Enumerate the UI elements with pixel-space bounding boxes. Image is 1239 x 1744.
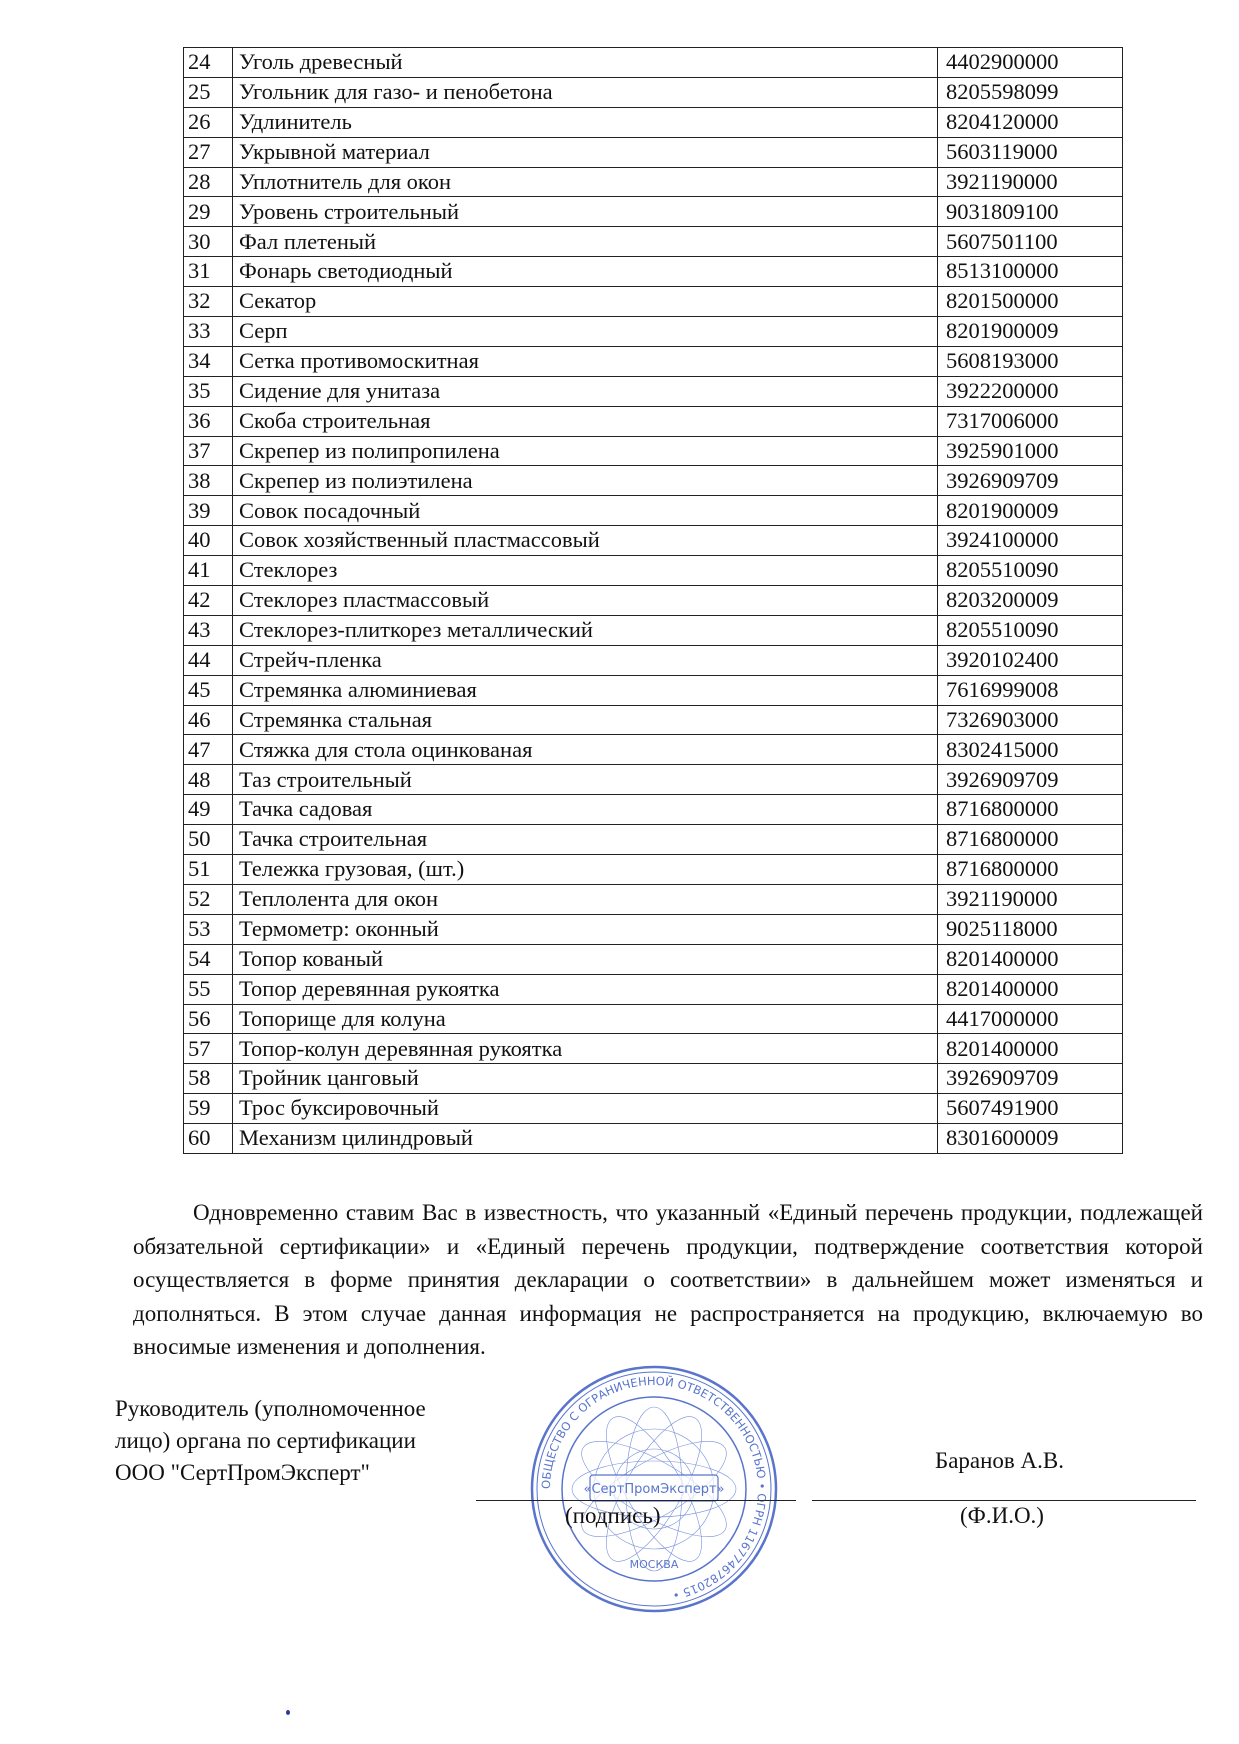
table-row xyxy=(184,765,1123,795)
product-name: Тачка строительная xyxy=(233,825,938,855)
hs-code: 3926909709 xyxy=(938,765,1123,795)
table-row xyxy=(184,227,1123,257)
row-number: 35 xyxy=(184,376,233,406)
hs-code: 8201400000 xyxy=(938,944,1123,974)
hs-code: 8205510090 xyxy=(938,556,1123,586)
row-number: 43 xyxy=(184,615,233,645)
table-row xyxy=(184,586,1123,616)
product-name: Сетка противомоскитная xyxy=(233,346,938,376)
product-name: Трос буксировочный xyxy=(233,1094,938,1124)
hs-code: 3925901000 xyxy=(938,436,1123,466)
full-name-line xyxy=(812,1500,1196,1501)
row-number: 37 xyxy=(184,436,233,466)
row-number: 55 xyxy=(184,974,233,1004)
table-row xyxy=(184,825,1123,855)
product-name: Скрепер из полиэтилена xyxy=(233,466,938,496)
product-name: Скрепер из полипропилена xyxy=(233,436,938,466)
signatory-role: Руководитель (уполномоченное лицо) органа по сертификации ООО "СертПромЭксперт" xyxy=(115,1396,426,1485)
row-number: 46 xyxy=(184,705,233,735)
hs-code: 5607491900 xyxy=(938,1094,1123,1124)
hs-code: 8201900009 xyxy=(938,496,1123,526)
table-row xyxy=(184,107,1123,137)
table-row xyxy=(184,974,1123,1004)
table-row xyxy=(184,167,1123,197)
row-number: 58 xyxy=(184,1064,233,1094)
row-number: 39 xyxy=(184,496,233,526)
table-row xyxy=(184,914,1123,944)
row-number: 25 xyxy=(184,77,233,107)
stamp-city: МОСКВА xyxy=(629,1558,679,1571)
row-number: 51 xyxy=(184,855,233,885)
hs-code: 8203200009 xyxy=(938,586,1123,616)
ink-speck xyxy=(286,1710,290,1715)
table-row xyxy=(184,675,1123,705)
row-number: 27 xyxy=(184,137,233,167)
product-name: Уплотнитель для окон xyxy=(233,167,938,197)
table-row xyxy=(184,317,1123,347)
stamp-ring-text: ОБЩЕСТВО С ОГРАНИЧЕННОЙ ОТВЕТСТВЕННОСТЬЮ • ОГРН 1167746782015 • xyxy=(538,1373,770,1603)
row-number: 60 xyxy=(184,1124,233,1154)
product-name: Топор кованый xyxy=(233,944,938,974)
table-row xyxy=(184,346,1123,376)
product-name: Тележка грузовая, (шт.) xyxy=(233,855,938,885)
hs-code: 7616999008 xyxy=(938,675,1123,705)
table-row xyxy=(184,376,1123,406)
row-number: 48 xyxy=(184,765,233,795)
table-row xyxy=(184,556,1123,586)
row-number: 36 xyxy=(184,406,233,436)
row-number: 47 xyxy=(184,735,233,765)
row-number: 33 xyxy=(184,317,233,347)
hs-code: 9031809100 xyxy=(938,197,1123,227)
row-number: 28 xyxy=(184,167,233,197)
products-table-body xyxy=(184,48,1123,1154)
table-row xyxy=(184,705,1123,735)
signature-line xyxy=(476,1500,796,1501)
hs-code: 4417000000 xyxy=(938,1004,1123,1034)
row-number: 54 xyxy=(184,944,233,974)
product-name: Топор-колун деревянная рукоятка xyxy=(233,1034,938,1064)
products-table xyxy=(183,47,1123,1154)
row-number: 53 xyxy=(184,914,233,944)
row-number: 34 xyxy=(184,346,233,376)
hs-code: 8301600009 xyxy=(938,1124,1123,1154)
product-name: Скоба строительная xyxy=(233,406,938,436)
row-number: 44 xyxy=(184,645,233,675)
table-row xyxy=(184,466,1123,496)
row-number: 38 xyxy=(184,466,233,496)
hs-code: 4402900000 xyxy=(938,48,1123,78)
product-name: Механизм цилиндровый xyxy=(233,1124,938,1154)
product-name: Уголь древесный xyxy=(233,48,938,78)
row-number: 40 xyxy=(184,526,233,556)
row-number: 52 xyxy=(184,884,233,914)
row-number: 45 xyxy=(184,675,233,705)
product-name: Тройник цанговый xyxy=(233,1064,938,1094)
full-name-caption: (Ф.И.О.) xyxy=(960,1503,1044,1528)
product-name: Секатор xyxy=(233,287,938,317)
table-row xyxy=(184,287,1123,317)
product-name: Стеклорез-плиткорез металлический xyxy=(233,615,938,645)
hs-code: 8201500000 xyxy=(938,287,1123,317)
hs-code: 8513100000 xyxy=(938,257,1123,287)
row-number: 32 xyxy=(184,287,233,317)
product-name: Сидение для унитаза xyxy=(233,376,938,406)
table-row xyxy=(184,795,1123,825)
hs-code: 3924100000 xyxy=(938,526,1123,556)
product-name: Стремянка алюминиевая xyxy=(233,675,938,705)
row-number: 24 xyxy=(184,48,233,78)
hs-code: 8302415000 xyxy=(938,735,1123,765)
product-name: Угольник для газо- и пенобетона xyxy=(233,77,938,107)
row-number: 56 xyxy=(184,1004,233,1034)
hs-code: 3921190000 xyxy=(938,884,1123,914)
table-row xyxy=(184,257,1123,287)
row-number: 26 xyxy=(184,107,233,137)
row-number: 30 xyxy=(184,227,233,257)
hs-code: 8205510090 xyxy=(938,615,1123,645)
hs-code: 3920102400 xyxy=(938,645,1123,675)
product-name: Уровень строительный xyxy=(233,197,938,227)
product-name: Совок хозяйственный пластмассовый xyxy=(233,526,938,556)
product-name: Удлинитель xyxy=(233,107,938,137)
table-row xyxy=(184,1004,1123,1034)
hs-code: 7317006000 xyxy=(938,406,1123,436)
hs-code: 8201900009 xyxy=(938,317,1123,347)
hs-code: 8204120000 xyxy=(938,107,1123,137)
table-row xyxy=(184,884,1123,914)
product-name: Фал плетеный xyxy=(233,227,938,257)
product-name: Совок посадочный xyxy=(233,496,938,526)
product-name: Стремянка стальная xyxy=(233,705,938,735)
hs-code: 9025118000 xyxy=(938,914,1123,944)
product-name: Теплолента для окон xyxy=(233,884,938,914)
table-row xyxy=(184,735,1123,765)
table-row xyxy=(184,1094,1123,1124)
product-name: Стрейч-пленка xyxy=(233,645,938,675)
product-name: Укрывной материал xyxy=(233,137,938,167)
hs-code: 5607501100 xyxy=(938,227,1123,257)
product-name: Серп xyxy=(233,317,938,347)
row-number: 50 xyxy=(184,825,233,855)
product-name: Стяжка для стола оцинкованая xyxy=(233,735,938,765)
product-name: Термометр: оконный xyxy=(233,914,938,944)
hs-code: 3922200000 xyxy=(938,376,1123,406)
product-name: Тачка садовая xyxy=(233,795,938,825)
hs-code: 8716800000 xyxy=(938,855,1123,885)
row-number: 42 xyxy=(184,586,233,616)
hs-code: 8716800000 xyxy=(938,795,1123,825)
hs-code: 7326903000 xyxy=(938,705,1123,735)
table-row xyxy=(184,615,1123,645)
hs-code: 5608193000 xyxy=(938,346,1123,376)
hs-code: 5603119000 xyxy=(938,137,1123,167)
row-number: 31 xyxy=(184,257,233,287)
row-number: 41 xyxy=(184,556,233,586)
product-name: Топор деревянная рукоятка xyxy=(233,974,938,1004)
product-name: Таз строительный xyxy=(233,765,938,795)
row-number: 57 xyxy=(184,1034,233,1064)
signatory-name: Баранов А.В. xyxy=(935,1448,1064,1473)
hs-code: 8201400000 xyxy=(938,1034,1123,1064)
notice-paragraph xyxy=(133,1196,1203,1364)
table-row xyxy=(184,1124,1123,1154)
table-row xyxy=(184,526,1123,556)
product-name: Стеклорез пластмассовый xyxy=(233,586,938,616)
signature-caption: (подпись) xyxy=(565,1503,661,1528)
hs-code: 8201400000 xyxy=(938,974,1123,1004)
table-row xyxy=(184,1034,1123,1064)
product-name: Топорище для колуна xyxy=(233,1004,938,1034)
hs-code: 8205598099 xyxy=(938,77,1123,107)
stamp-company-name: «СертПромЭксперт» xyxy=(583,1482,725,1497)
company-seal-stamp xyxy=(528,1363,780,1615)
table-row xyxy=(184,1064,1123,1094)
table-row xyxy=(184,48,1123,78)
hs-code: 3926909709 xyxy=(938,1064,1123,1094)
hs-code: 3921190000 xyxy=(938,167,1123,197)
hs-code: 8716800000 xyxy=(938,825,1123,855)
table-row xyxy=(184,855,1123,885)
table-row xyxy=(184,645,1123,675)
table-row xyxy=(184,197,1123,227)
table-row xyxy=(184,496,1123,526)
table-row xyxy=(184,406,1123,436)
product-name: Стеклорез xyxy=(233,556,938,586)
row-number: 49 xyxy=(184,795,233,825)
row-number: 59 xyxy=(184,1094,233,1124)
table-row xyxy=(184,77,1123,107)
table-row xyxy=(184,944,1123,974)
product-name: Фонарь светодиодный xyxy=(233,257,938,287)
table-row xyxy=(184,137,1123,167)
hs-code: 3926909709 xyxy=(938,466,1123,496)
table-row xyxy=(184,436,1123,466)
row-number: 29 xyxy=(184,197,233,227)
notice-text: Одновременно ставим Вас в известность, что указанный «Единый перечень продукции, подлежащей обязательной сертификации» и «Единый перечень продукции, подтверждение соответствия которой осуществляется в форме принятия декларации о соответствии» в дальнейшем может изменяться и дополняться. В этом случае данная информация не распространяется на продукцию, включаемую во вносимые изменения и дополнения. xyxy=(133,1200,1203,1359)
